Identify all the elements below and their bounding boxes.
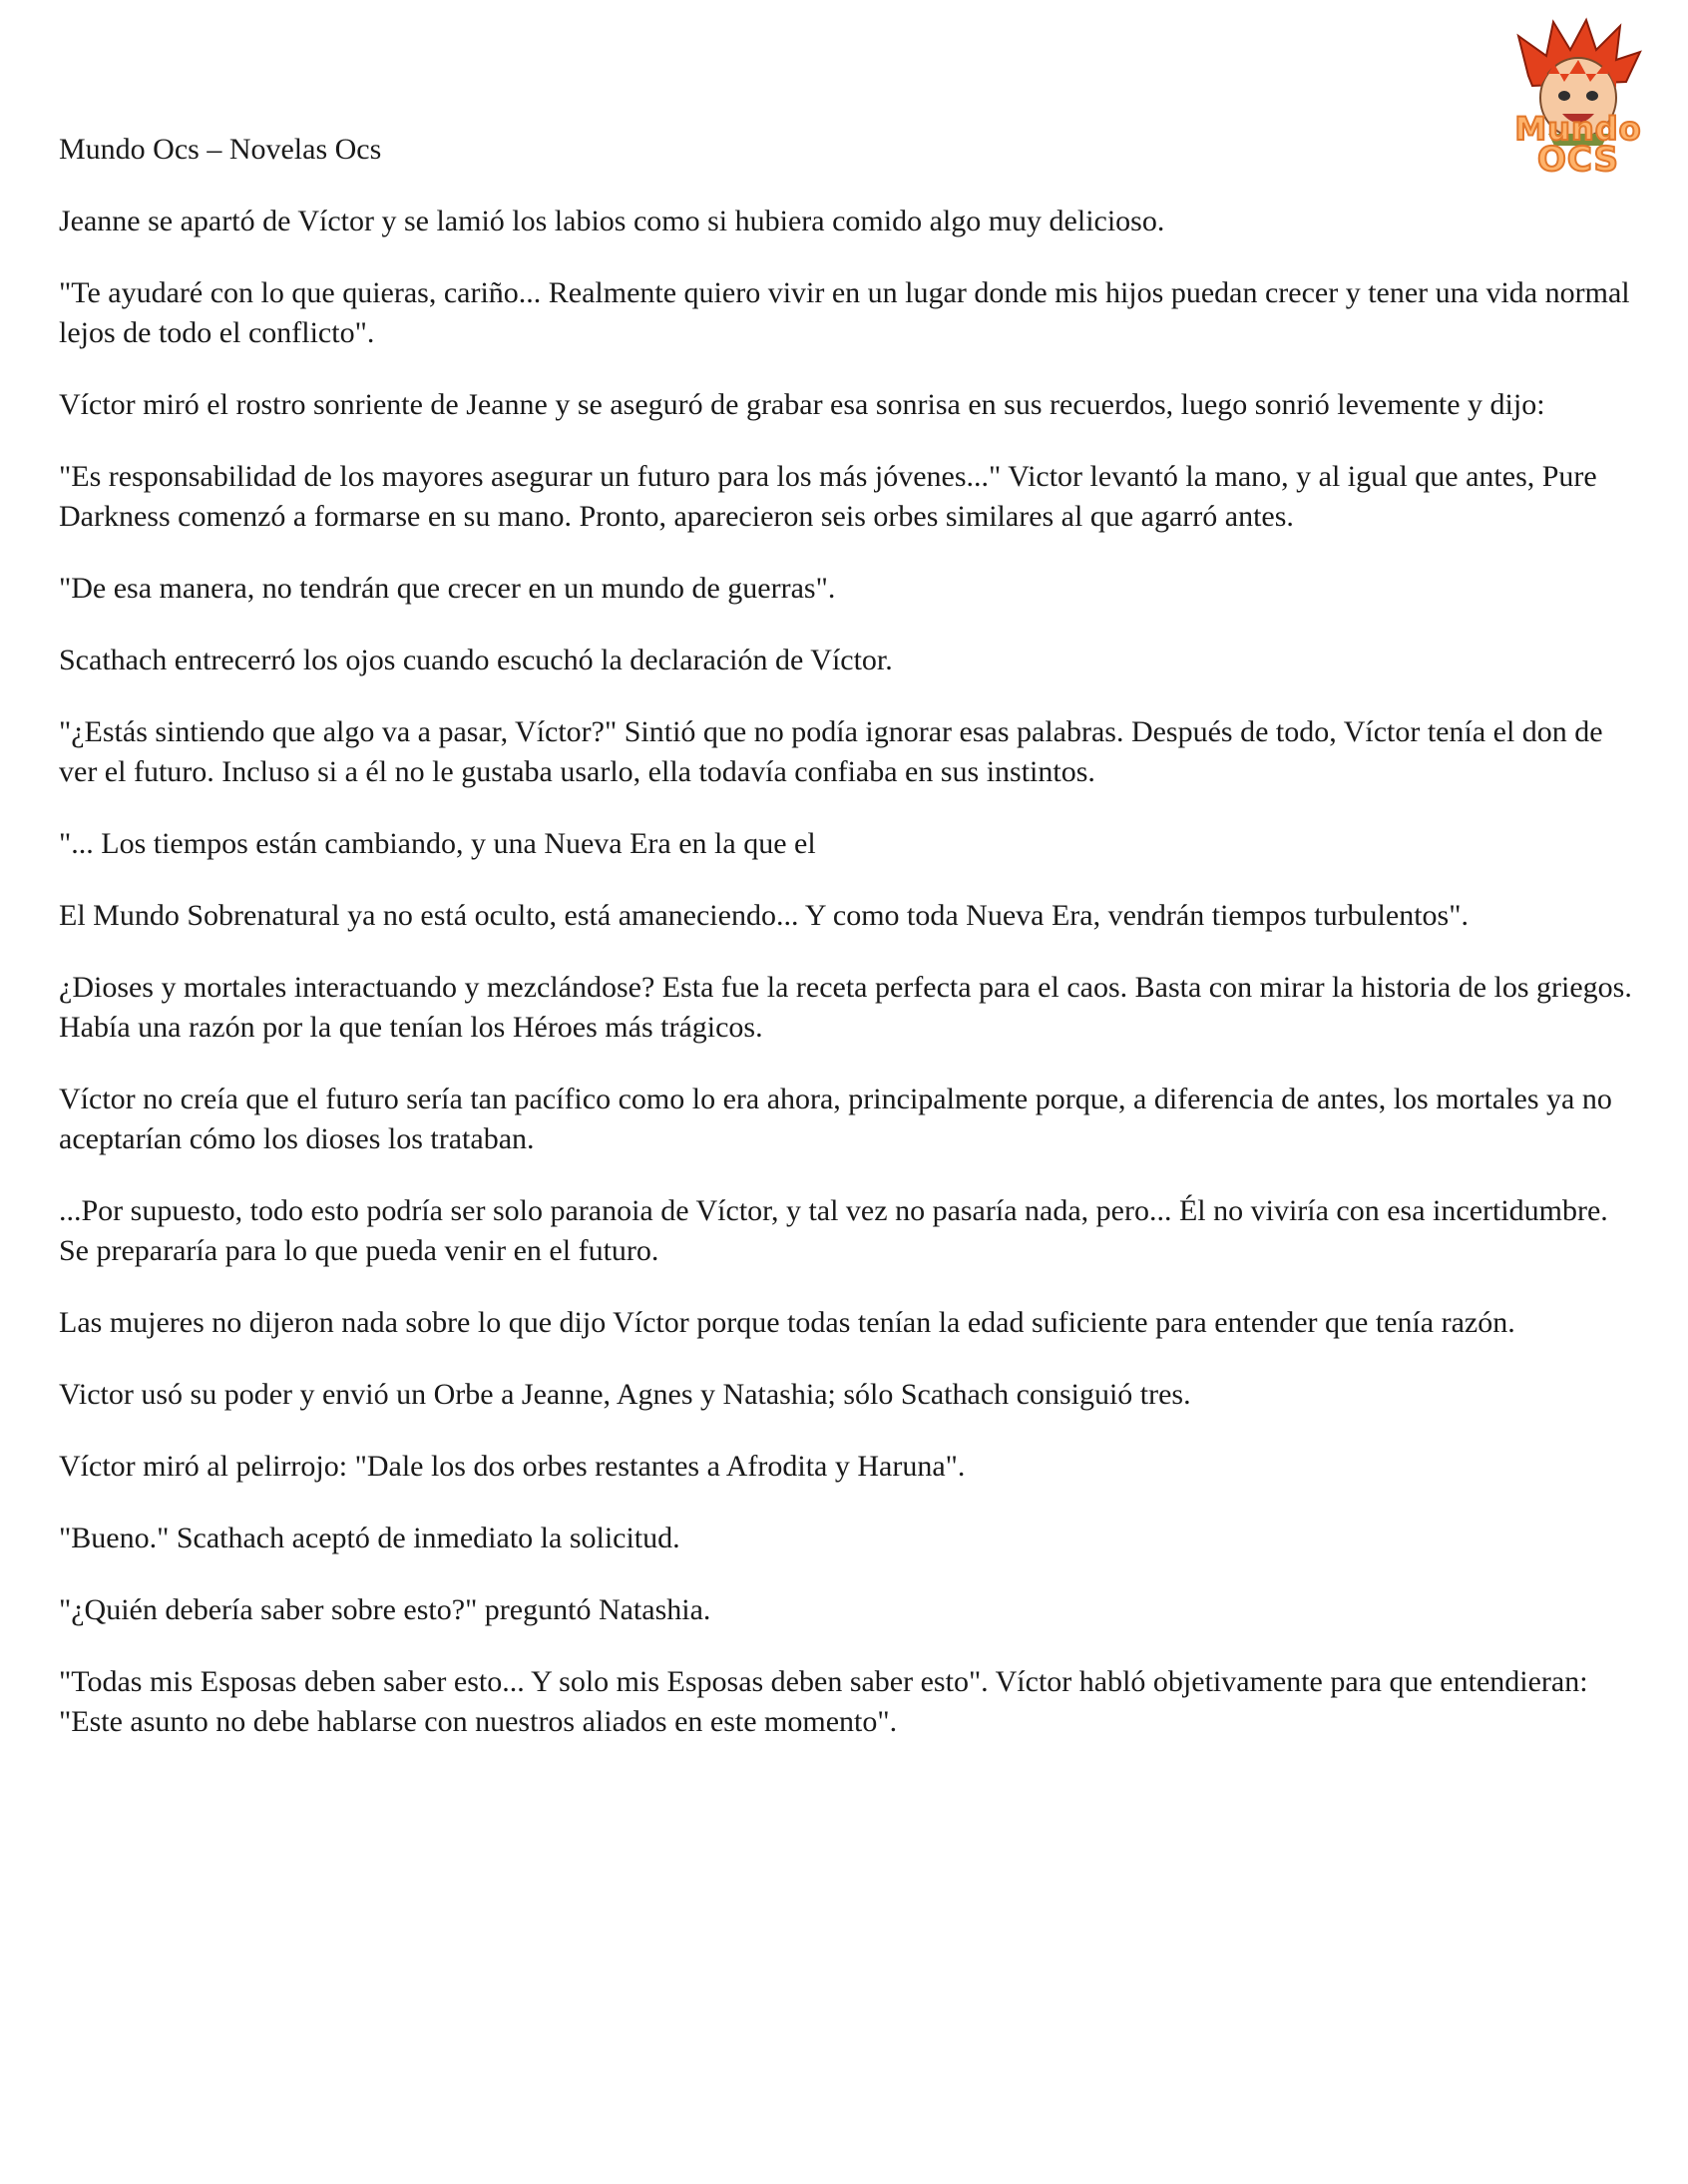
document-body [59, 202, 1645, 1774]
paragraph: Víctor miró al pelirrojo: "Dale los dos orbes restantes a Afrodita y Haruna". [59, 1450, 966, 1483]
paragraph: Víctor no creía que el futuro sería tan pacífico como lo era ahora, principalmente porque, a diferencia de antes, los mortales ya no aceptarían cómo los dioses los trataban. [59, 1083, 1612, 1155]
paragraph: "¿Quién debería saber sobre esto?" preguntó Natashia. [59, 1593, 711, 1626]
paragraph: Scathach entrecerró los ojos cuando escuchó la declaración de Víctor. [59, 644, 893, 676]
paragraph: "Todas mis Esposas deben saber esto... Y solo mis Esposas deben saber esto". Víctor habló objetivamente para que entendieran: "Este asunto no debe hablarse con nuestros aliados en este momento". [59, 1665, 1588, 1738]
paragraph: ¿Dioses y mortales interactuando y mezclándose? Esta fue la receta perfecta para el caos. Basta con mirar la historia de los griegos. Había una razón por la que tenían los Héroes más trágicos. [59, 971, 1632, 1044]
paragraph: "Es responsabilidad de los mayores asegurar un futuro para los más jóvenes..." Victor levantó la mano, y al igual que antes, Pure Darkness comenzó a formarse en su mano. Pronto, aparecieron seis orbes similares al que agarró antes. [59, 460, 1597, 533]
paragraph: "¿Estás sintiendo que algo va a pasar, Víctor?" Sintió que no podía ignorar esas palabras. Después de todo, Víctor tenía el don de ver el futuro. Incluso si a él no le gustaba usarlo, ella todavía confiaba en sus instintos. [59, 715, 1603, 788]
mundo-ocs-logo [1498, 16, 1658, 186]
paragraph: El Mundo Sobrenatural ya no está oculto, está amaneciendo... Y como toda Nueva Era, vendrán tiempos turbulentos". [59, 899, 1469, 932]
paragraph: ...Por supuesto, todo esto podría ser solo paranoia de Víctor, y tal vez no pasaría nada, pero... Él no viviría con esa incertidumbre. Se prepararía para lo que pueda venir en el futuro. [59, 1194, 1608, 1267]
logo-word-mundo: Mundo [1514, 110, 1642, 148]
paragraph: Víctor miró el rostro sonriente de Jeanne y se aseguró de grabar esa sonrisa en sus recuerdos, luego sonrió levemente y dijo: [59, 388, 1545, 421]
logo-word-ocs: OCS [1537, 140, 1619, 180]
paragraph: "Te ayudaré con lo que quieras, cariño... Realmente quiero vivir en un lugar donde mis hijos puedan crecer y tener una vida normal lejos de todo el conflicto". [59, 276, 1630, 349]
paragraph: "Bueno." Scathach aceptó de inmediato la solicitud. [59, 1522, 680, 1554]
paragraph: Victor usó su poder y envió un Orbe a Jeanne, Agnes y Natashia; sólo Scathach consiguió tres. [59, 1378, 1191, 1411]
paragraph: Las mujeres no dijeron nada sobre lo que dijo Víctor porque todas tenían la edad suficiente para entender que tenía razón. [59, 1306, 1515, 1339]
paragraph: "De esa manera, no tendrán que crecer en un mundo de guerras". [59, 572, 836, 605]
page-header: Mundo Ocs – Novelas Ocs [59, 133, 382, 166]
paragraph: Jeanne se apartó de Víctor y se lamió los labios como si hubiera comido algo muy delicioso. [59, 205, 1165, 237]
paragraph: "... Los tiempos están cambiando, y una Nueva Era en la que el [59, 827, 816, 860]
